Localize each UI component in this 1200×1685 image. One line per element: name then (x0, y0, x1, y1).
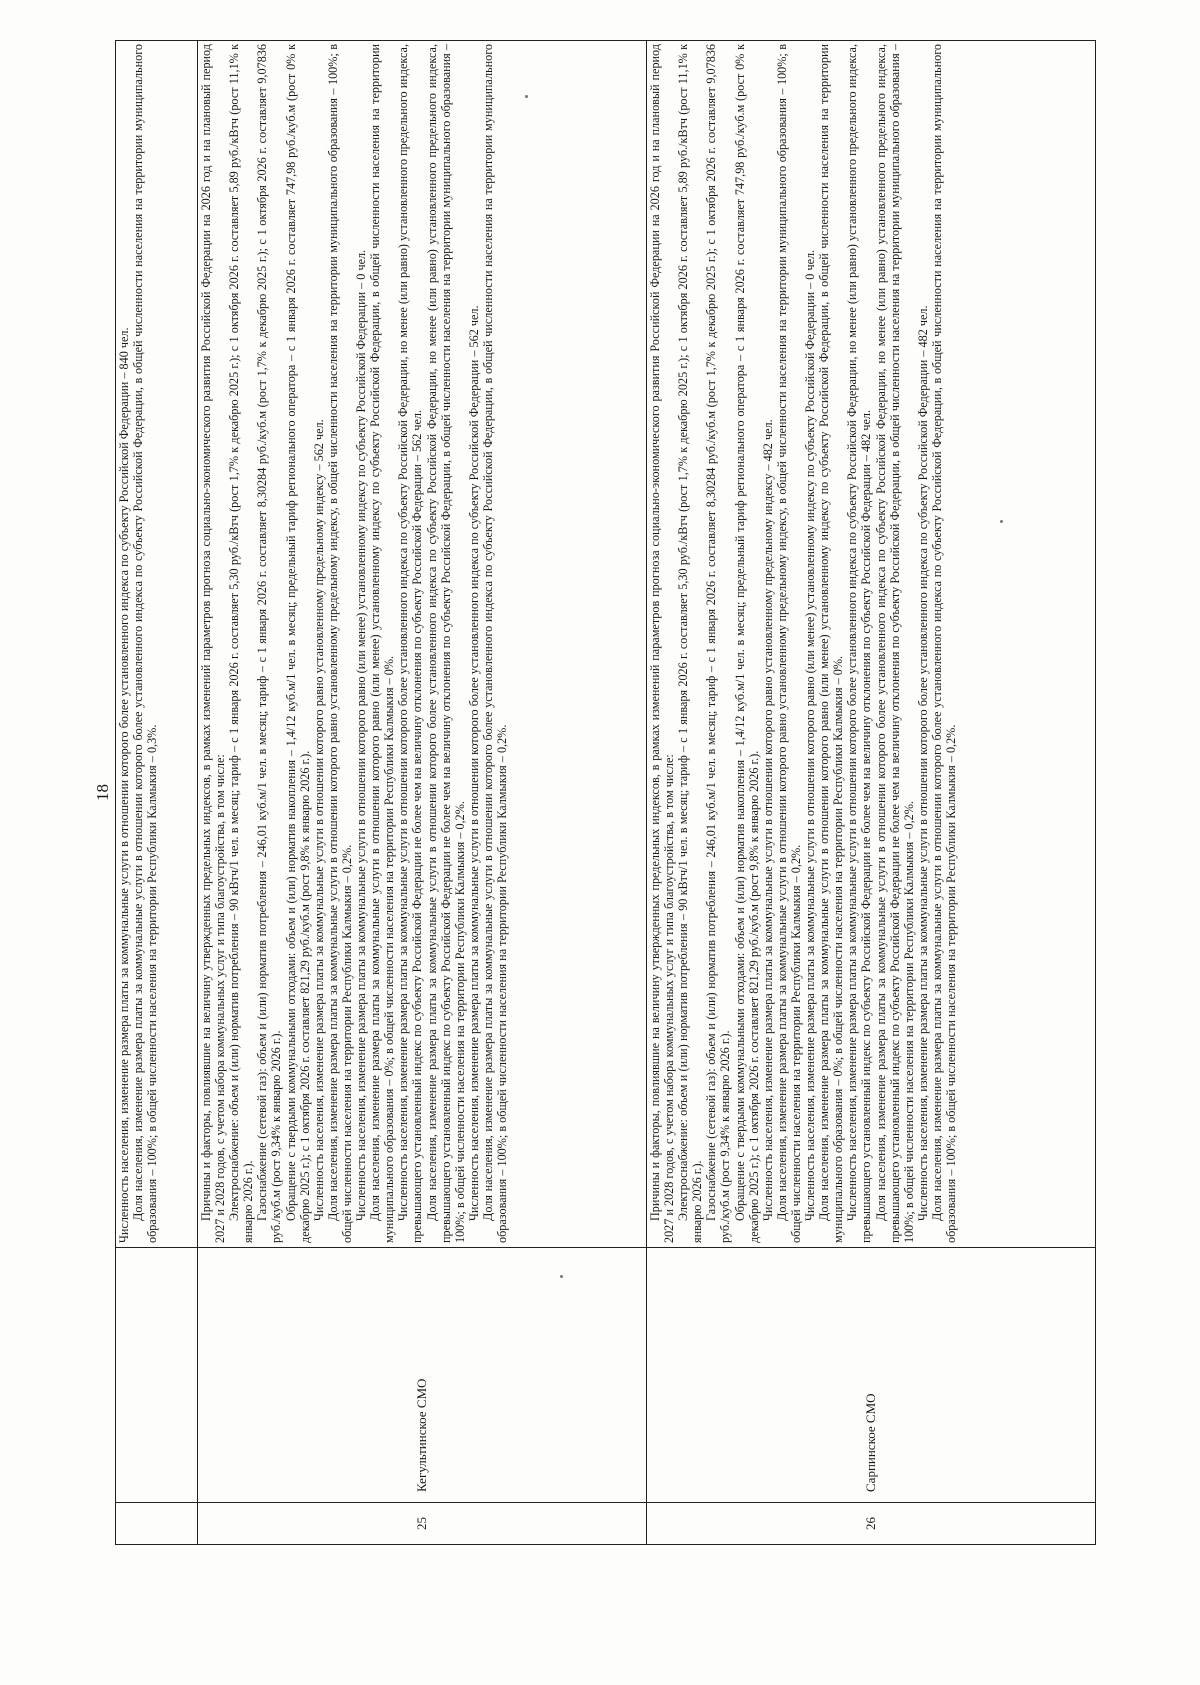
table-row (116, 41, 198, 1545)
paragraph: Численность населения, изменение размера платы за коммунальные услуги в отношении которого равно (или менее) установленному индексу по субъекту Российской Федерации – 0 чел. (803, 249, 818, 1221)
paragraph: Доля населения, изменение размера платы за коммунальные услуги в отношении которого более установленного индекса по субъекту Российской Федерации, в общей численности населения на территории муниципального образования – 100%; в общей численности населения на территории Республики Калмыкия – 0,2%. (480, 44, 509, 1243)
municipality-name: Сарпинское СМО (647, 1248, 1096, 1503)
paragraph: Электроснабжение: объем и (или) норматив потребления – 90 кВтч/1 чел. в месяц; тариф – с 1 января 2026 г. составляет 5,30 руб./кВтч (рост 1,7% к декабрю 2025 г.); с 1 октября 2026 г. составляет 5,89 руб./кВтч (рост 11,1% к январю 2026 г.). (676, 44, 705, 1243)
municipality-name (116, 1248, 198, 1503)
table-row (198, 41, 647, 1545)
paragraph: Обращение с твердыми коммунальными отходами: объем и (или) норматив накопления – 1,4/12 куб.м/1 чел. в месяц; предельный тариф регионального оператора – с 1 января 2026 г. составляет 747,98 руб./куб.м (рост 0% к декабрю 2025 г.); с 1 октября 2026 г. составляет 821,29 руб./куб.м (рост 9,8% к январю 2026 г.). (732, 44, 761, 1243)
row-description (647, 41, 1096, 1248)
paragraph: Численность населения, изменение размера платы за коммунальные услуги в отношении которого более установленного индекса по субъекту Российской Федерации – 562 чел. (466, 305, 481, 1221)
paragraph: Причины и факторы, повлиявшие на величину утвержденных предельных индексов, в рамках изменений параметров прогноза социально-экономического развития Российской Федерации на 2026 год и на плановый период 2027 и 2028 годов, с учетом набора коммунальных услуг и типа благоустройства, в том числе: (199, 44, 228, 1243)
paragraph: Численность населения, изменение размера платы за коммунальные услуги в отношении которого более установленного индекса по субъекту Российской Федерации – 840 чел. (117, 327, 131, 1243)
paragraph: Численность населения, изменение размера платы за коммунальные услуги в отношении которого равно (или менее) установленному индексу по субъекту Российской Федерации – 0 чел. (354, 249, 369, 1221)
paragraph: Доля населения, изменение размера платы за коммунальные услуги в отношении которого равно установленному предельному индексу, в общей численности населения на территории муниципального образования – 100%; в общей численности населения на территории Республики Калмыкия – 0,2%. (774, 44, 803, 1243)
paragraph: Электроснабжение: объем и (или) норматив потребления – 90 кВтч/1 чел. в месяц; тариф – с 1 января 2026 г. составляет 5,30 руб./кВтч (рост 1,7% к декабрю 2025 г.); с 1 октября 2026 г. составляет 5,89 руб./кВтч (рост 11,1% к январю 2026 г.). (227, 44, 256, 1243)
paragraph: Доля населения, изменение размера платы за коммунальные услуги в отношении которого более установленного индекса по субъекту Российской Федерации, в общей численности населения на территории муниципального образования – 100%; в общей численности населения на территории Республики Калмыкия – 0,2%. (929, 44, 958, 1243)
paragraph: Доля населения, изменение размера платы за коммунальные услуги в отношении которого более установленного индекса по субъекту Российской Федерации, в общей численности населения на территории муниципального образования – 100%; в общей численности населения на территории Республики Калмыкия – 0,3%. (131, 44, 160, 1243)
municipality-name: Кегультинское СМО (198, 1248, 647, 1503)
rotated-document (93, 40, 1095, 1545)
paragraph: Доля населения, изменение размера платы за коммунальные услуги в отношении которого более установленного индекса по субъекту Российской Федерации, но менее (или равно) установленного предельного индекса, превышающего установленный индекс по субъекту Российской Федерации не более чем на величину отклонения по субъекту Российской Федерации, в общей численности населения на территории муниципального образования – 100%; в общей численности населения на территории Республики Калмыкия – 0,2%. (873, 44, 916, 1243)
paragraph: Доля населения, изменение размера платы за коммунальные услуги в отношении которого более установленного индекса по субъекту Российской Федерации, но менее (или равно) установленного предельного индекса, превышающего установленный индекс по субъекту Российской Федерации не более чем на величину отклонения по субъекту Российской Федерации, в общей численности населения на территории муниципального образования – 100%; в общей численности населения на территории Республики Калмыкия – 0,2%. (424, 44, 467, 1243)
indices-table (115, 40, 1096, 1545)
paragraph: Численность населения, изменение размера платы за коммунальные услуги в отношении которого более установленного индекса по субъекту Российской Федерации, но менее (или равно) установленного предельного индекса, превышающего установленный индекс по субъекту Российской Федерации не более чем на величину отклонения по субъекту Российской Федерации – 482 чел. (845, 44, 874, 1243)
row-description (198, 41, 647, 1248)
row-number (116, 1503, 198, 1545)
paragraph: Доля населения, изменение размера платы за коммунальные услуги в отношении которого равно (или менее) установленному индексу по субъекту Российской Федерации, в общей численности населения на территории муниципального образования – 0%; в общей численности населения на территории Республики Калмыкия – 0%. (817, 44, 846, 1243)
table-row (647, 41, 1096, 1545)
paragraph: Численность населения, изменение размера платы за коммунальные услуги в отношении которого более установленного индекса по субъекту Российской Федерации – 482 чел. (915, 305, 930, 1221)
paragraph: Газоснабжение (сетевой газ): объем и (или) норматив потребления – 246,01 куб.м/1 чел. в месяц; тариф – с 1 января 2026 г. составляет 8,30284 руб./куб.м (рост 1,7% к декабрю 2025 г.); с 1 октября 2026 г. составляет 9,07836 руб./куб.м (рост 9,34% к январю 2026 г.). (704, 44, 733, 1243)
row-number: 25 (198, 1503, 647, 1545)
row-number: 26 (647, 1503, 1096, 1545)
paragraph: Доля населения, изменение размера платы за коммунальные услуги в отношении которого равно установленному предельному индексу, в общей численности населения на территории муниципального образования – 100%; в общей численности населения на территории Республики Калмыкия – 0,2%. (325, 44, 354, 1243)
paragraph: Численность населения, изменение размера платы за коммунальные услуги в отношении которого равно установленному предельному индексу – 562 чел. (311, 419, 326, 1221)
paragraph: Численность населения, изменение размера платы за коммунальные услуги в отношении которого более установленного индекса по субъекту Российской Федерации, но менее (или равно) установленного предельного индекса, превышающего установленный индекс по субъекту Российской Федерации не более чем на величину отклонения по субъекту Российской Федерации – 562 чел. (396, 44, 425, 1243)
row-description (116, 41, 198, 1248)
paragraph: Газоснабжение (сетевой газ): объем и (или) норматив потребления – 246,01 куб.м/1 чел. в месяц; тариф – с 1 января 2026 г. составляет 8,30284 руб./куб.м (рост 1,7% к декабрю 2025 г.); с 1 октября 2026 г. составляет 9,07836 руб./куб.м (рост 9,34% к январю 2026 г.). (255, 44, 284, 1243)
page-number: 18 (93, 784, 112, 801)
paragraph: Численность населения, изменение размера платы за коммунальные услуги в отношении которого равно установленному предельному индексу – 482 чел. (760, 419, 775, 1221)
paragraph: Обращение с твердыми коммунальными отходами: объем и (или) норматив накопления – 1,4/12 куб.м/1 чел. в месяц; предельный тариф регионального оператора – с 1 января 2026 г. составляет 747,98 руб./куб.м (рост 0% к декабрю 2025 г.); с 1 октября 2026 г. составляет 821,29 руб./куб.м (рост 9,8% к январю 2026 г.). (283, 44, 312, 1243)
paragraph: Доля населения, изменение размера платы за коммунальные услуги в отношении которого равно (или менее) установленному индексу по субъекту Российской Федерации, в общей численности населения на территории муниципального образования – 0%; в общей численности населения на территории Республики Калмыкия – 0%. (368, 44, 397, 1243)
paragraph: Причины и факторы, повлиявшие на величину утвержденных предельных индексов, в рамках изменений параметров прогноза социально-экономического развития Российской Федерации на 2026 год и на плановый период 2027 и 2028 годов, с учетом набора коммунальных услуг и типа благоустройства, в том числе: (648, 44, 677, 1243)
